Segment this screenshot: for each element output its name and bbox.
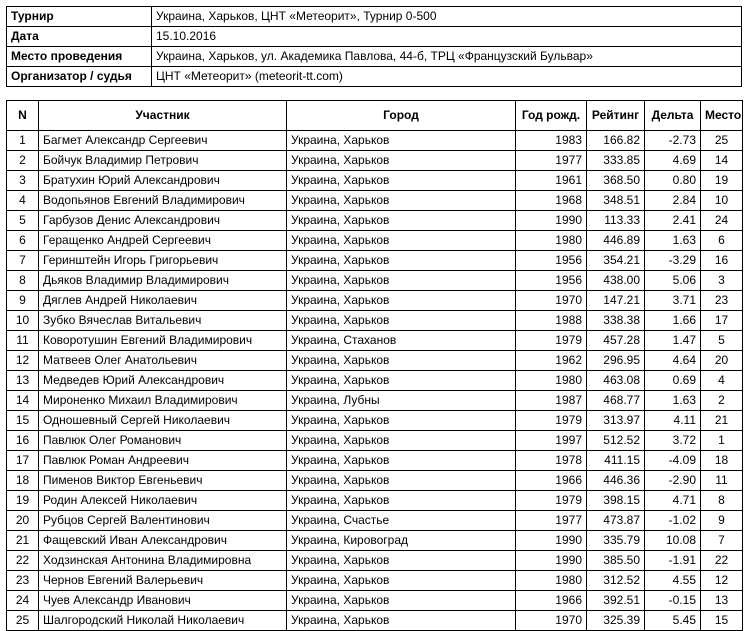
cell-year: 1990 bbox=[516, 551, 587, 571]
cell-rating: 392.51 bbox=[587, 591, 645, 611]
cell-participant: Братухин Юрий Александрович bbox=[39, 171, 287, 191]
table-row bbox=[7, 331, 743, 351]
tournament-value: Украина, Харьков, ЦНТ «Метеорит», Турнир 0-500 bbox=[152, 7, 742, 27]
cell-delta: 4.11 bbox=[645, 411, 701, 431]
cell-place: 3 bbox=[701, 271, 743, 291]
cell-city: Украина, Харьков bbox=[287, 211, 516, 231]
cell-year: 1977 bbox=[516, 511, 587, 531]
header-place: Место bbox=[701, 101, 743, 131]
cell-n: 18 bbox=[7, 471, 39, 491]
cell-participant: Ходзинская Антонина Владимировна bbox=[39, 551, 287, 571]
cell-n: 2 bbox=[7, 151, 39, 171]
cell-delta: 4.64 bbox=[645, 351, 701, 371]
cell-participant: Водопьянов Евгений Владимирович bbox=[39, 191, 287, 211]
cell-delta: 1.63 bbox=[645, 231, 701, 251]
table-row bbox=[7, 451, 743, 471]
cell-rating: 338.38 bbox=[587, 311, 645, 331]
cell-delta: -1.91 bbox=[645, 551, 701, 571]
cell-city: Украина, Стаханов bbox=[287, 331, 516, 351]
cell-rating: 325.39 bbox=[587, 611, 645, 631]
cell-participant: Пименов Виктор Евгеньевич bbox=[39, 471, 287, 491]
cell-city: Украина, Харьков bbox=[287, 491, 516, 511]
cell-city: Украина, Харьков bbox=[287, 271, 516, 291]
table-row bbox=[7, 491, 743, 511]
cell-n: 6 bbox=[7, 231, 39, 251]
cell-delta: 4.55 bbox=[645, 571, 701, 591]
table-row bbox=[7, 271, 743, 291]
cell-city: Украина, Харьков bbox=[287, 291, 516, 311]
cell-place: 6 bbox=[701, 231, 743, 251]
table-row bbox=[7, 591, 743, 611]
cell-n: 13 bbox=[7, 371, 39, 391]
cell-n: 19 bbox=[7, 491, 39, 511]
cell-n: 8 bbox=[7, 271, 39, 291]
cell-place: 23 bbox=[701, 291, 743, 311]
table-row bbox=[7, 571, 743, 591]
cell-city: Украина, Харьков bbox=[287, 231, 516, 251]
cell-participant: Медведев Юрий Александрович bbox=[39, 371, 287, 391]
cell-rating: 113.33 bbox=[587, 211, 645, 231]
cell-n: 15 bbox=[7, 411, 39, 431]
cell-participant: Геращенко Андрей Сергеевич bbox=[39, 231, 287, 251]
table-row bbox=[7, 551, 743, 571]
cell-n: 24 bbox=[7, 591, 39, 611]
cell-delta: -0.15 bbox=[645, 591, 701, 611]
cell-delta: 1.63 bbox=[645, 391, 701, 411]
cell-rating: 446.36 bbox=[587, 471, 645, 491]
cell-n: 4 bbox=[7, 191, 39, 211]
cell-city: Украина, Харьков bbox=[287, 451, 516, 471]
cell-rating: 411.15 bbox=[587, 451, 645, 471]
cell-n: 20 bbox=[7, 511, 39, 531]
cell-participant: Геринштейн Игорь Григорьевич bbox=[39, 251, 287, 271]
cell-place: 7 bbox=[701, 531, 743, 551]
table-row bbox=[7, 391, 743, 411]
cell-n: 21 bbox=[7, 531, 39, 551]
cell-delta: -3.29 bbox=[645, 251, 701, 271]
cell-participant: Бойчук Владимир Петрович bbox=[39, 151, 287, 171]
tournament-info-table bbox=[6, 6, 742, 87]
header-n: N bbox=[7, 101, 39, 131]
cell-participant: Зубко Вячеслав Витальевич bbox=[39, 311, 287, 331]
cell-participant: Багмет Александр Сергеевич bbox=[39, 131, 287, 151]
cell-n: 22 bbox=[7, 551, 39, 571]
cell-rating: 385.50 bbox=[587, 551, 645, 571]
tournament-label: Турнир bbox=[7, 7, 152, 27]
cell-n: 9 bbox=[7, 291, 39, 311]
table-row bbox=[7, 251, 743, 271]
cell-rating: 313.97 bbox=[587, 411, 645, 431]
cell-n: 23 bbox=[7, 571, 39, 591]
info-row-venue bbox=[7, 47, 742, 67]
header-year: Год рожд. bbox=[516, 101, 587, 131]
cell-place: 2 bbox=[701, 391, 743, 411]
cell-delta: -4.09 bbox=[645, 451, 701, 471]
cell-city: Украина, Харьков bbox=[287, 251, 516, 271]
cell-place: 4 bbox=[701, 371, 743, 391]
table-row bbox=[7, 131, 743, 151]
cell-delta: 1.47 bbox=[645, 331, 701, 351]
cell-delta: -2.73 bbox=[645, 131, 701, 151]
cell-year: 1979 bbox=[516, 491, 587, 511]
cell-delta: 5.06 bbox=[645, 271, 701, 291]
cell-year: 1956 bbox=[516, 271, 587, 291]
cell-delta: 4.69 bbox=[645, 151, 701, 171]
cell-n: 25 bbox=[7, 611, 39, 631]
results-header-row bbox=[7, 101, 743, 131]
cell-year: 1970 bbox=[516, 611, 587, 631]
cell-city: Украина, Харьков bbox=[287, 471, 516, 491]
cell-year: 1962 bbox=[516, 351, 587, 371]
cell-participant: Одношевный Сергей Николаевич bbox=[39, 411, 287, 431]
cell-year: 1990 bbox=[516, 211, 587, 231]
cell-year: 1979 bbox=[516, 411, 587, 431]
cell-rating: 296.95 bbox=[587, 351, 645, 371]
cell-city: Украина, Счастье bbox=[287, 511, 516, 531]
table-row bbox=[7, 471, 743, 491]
cell-participant: Чернов Евгений Валерьевич bbox=[39, 571, 287, 591]
cell-place: 22 bbox=[701, 551, 743, 571]
cell-year: 1987 bbox=[516, 391, 587, 411]
cell-delta: -2.90 bbox=[645, 471, 701, 491]
header-city: Город bbox=[287, 101, 516, 131]
cell-rating: 468.77 bbox=[587, 391, 645, 411]
table-row bbox=[7, 291, 743, 311]
cell-n: 3 bbox=[7, 171, 39, 191]
cell-year: 1997 bbox=[516, 431, 587, 451]
cell-rating: 473.87 bbox=[587, 511, 645, 531]
cell-delta: 4.71 bbox=[645, 491, 701, 511]
cell-place: 10 bbox=[701, 191, 743, 211]
cell-place: 13 bbox=[701, 591, 743, 611]
cell-city: Украина, Харьков bbox=[287, 151, 516, 171]
cell-year: 1968 bbox=[516, 191, 587, 211]
cell-rating: 463.08 bbox=[587, 371, 645, 391]
cell-delta: 5.45 bbox=[645, 611, 701, 631]
info-row-organizer bbox=[7, 67, 742, 87]
cell-participant: Павлюк Олег Романович bbox=[39, 431, 287, 451]
header-participant: Участник bbox=[39, 101, 287, 131]
cell-participant: Чуев Александр Иванович bbox=[39, 591, 287, 611]
table-row bbox=[7, 531, 743, 551]
cell-delta: 0.80 bbox=[645, 171, 701, 191]
cell-n: 17 bbox=[7, 451, 39, 471]
cell-place: 11 bbox=[701, 471, 743, 491]
cell-place: 8 bbox=[701, 491, 743, 511]
cell-rating: 446.89 bbox=[587, 231, 645, 251]
cell-rating: 368.50 bbox=[587, 171, 645, 191]
cell-delta: 3.71 bbox=[645, 291, 701, 311]
cell-participant: Павлюк Роман Андреевич bbox=[39, 451, 287, 471]
cell-place: 14 bbox=[701, 151, 743, 171]
cell-city: Украина, Харьков bbox=[287, 371, 516, 391]
cell-year: 1980 bbox=[516, 231, 587, 251]
cell-year: 1966 bbox=[516, 471, 587, 491]
header-delta: Дельта bbox=[645, 101, 701, 131]
cell-n: 16 bbox=[7, 431, 39, 451]
cell-participant: Родин Алексей Николаевич bbox=[39, 491, 287, 511]
cell-rating: 147.21 bbox=[587, 291, 645, 311]
cell-city: Украина, Харьков bbox=[287, 411, 516, 431]
cell-place: 19 bbox=[701, 171, 743, 191]
cell-year: 1980 bbox=[516, 571, 587, 591]
cell-place: 12 bbox=[701, 571, 743, 591]
cell-year: 1966 bbox=[516, 591, 587, 611]
date-value: 15.10.2016 bbox=[152, 27, 742, 47]
table-row bbox=[7, 411, 743, 431]
info-row-date bbox=[7, 27, 742, 47]
table-row bbox=[7, 371, 743, 391]
date-label: Дата bbox=[7, 27, 152, 47]
table-row bbox=[7, 311, 743, 331]
cell-n: 12 bbox=[7, 351, 39, 371]
cell-participant: Коворотушин Евгений Владимирович bbox=[39, 331, 287, 351]
cell-participant: Матвеев Олег Анатольевич bbox=[39, 351, 287, 371]
table-row bbox=[7, 351, 743, 371]
table-row bbox=[7, 611, 743, 631]
organizer-label: Организатор / судья bbox=[7, 67, 152, 87]
cell-rating: 398.15 bbox=[587, 491, 645, 511]
cell-place: 16 bbox=[701, 251, 743, 271]
cell-participant: Гарбузов Денис Александрович bbox=[39, 211, 287, 231]
cell-rating: 457.28 bbox=[587, 331, 645, 351]
cell-year: 1977 bbox=[516, 151, 587, 171]
cell-place: 15 bbox=[701, 611, 743, 631]
cell-delta: 0.69 bbox=[645, 371, 701, 391]
cell-city: Украина, Харьков bbox=[287, 191, 516, 211]
cell-city: Украина, Харьков bbox=[287, 311, 516, 331]
cell-city: Украина, Харьков bbox=[287, 591, 516, 611]
cell-n: 10 bbox=[7, 311, 39, 331]
cell-place: 24 bbox=[701, 211, 743, 231]
cell-participant: Дьяков Владимир Владимирович bbox=[39, 271, 287, 291]
table-row bbox=[7, 211, 743, 231]
cell-rating: 335.79 bbox=[587, 531, 645, 551]
cell-year: 1956 bbox=[516, 251, 587, 271]
cell-participant: Мироненко Михаил Владимирович bbox=[39, 391, 287, 411]
cell-year: 1978 bbox=[516, 451, 587, 471]
table-row bbox=[7, 151, 743, 171]
cell-city: Украина, Харьков bbox=[287, 431, 516, 451]
cell-delta: 10.08 bbox=[645, 531, 701, 551]
cell-rating: 333.85 bbox=[587, 151, 645, 171]
table-row bbox=[7, 511, 743, 531]
cell-rating: 354.21 bbox=[587, 251, 645, 271]
header-rating: Рейтинг bbox=[587, 101, 645, 131]
cell-rating: 348.51 bbox=[587, 191, 645, 211]
cell-city: Украина, Харьков bbox=[287, 351, 516, 371]
results-body bbox=[7, 131, 743, 631]
cell-delta: 3.72 bbox=[645, 431, 701, 451]
table-row bbox=[7, 191, 743, 211]
venue-value: Украина, Харьков, ул. Академика Павлова, 44-б, ТРЦ «Французский Бульвар» bbox=[152, 47, 742, 67]
cell-place: 18 bbox=[701, 451, 743, 471]
cell-year: 1979 bbox=[516, 331, 587, 351]
cell-rating: 438.00 bbox=[587, 271, 645, 291]
cell-delta: 1.66 bbox=[645, 311, 701, 331]
cell-city: Украина, Лубны bbox=[287, 391, 516, 411]
cell-place: 21 bbox=[701, 411, 743, 431]
cell-n: 1 bbox=[7, 131, 39, 151]
cell-delta: -1.02 bbox=[645, 511, 701, 531]
cell-participant: Рубцов Сергей Валентинович bbox=[39, 511, 287, 531]
results-table bbox=[6, 100, 743, 631]
cell-city: Украина, Кировоград bbox=[287, 531, 516, 551]
cell-year: 1980 bbox=[516, 371, 587, 391]
cell-city: Украина, Харьков bbox=[287, 611, 516, 631]
cell-n: 5 bbox=[7, 211, 39, 231]
cell-year: 1970 bbox=[516, 291, 587, 311]
cell-year: 1983 bbox=[516, 131, 587, 151]
cell-city: Украина, Харьков bbox=[287, 571, 516, 591]
table-row bbox=[7, 171, 743, 191]
cell-place: 1 bbox=[701, 431, 743, 451]
cell-city: Украина, Харьков bbox=[287, 131, 516, 151]
table-row bbox=[7, 231, 743, 251]
cell-n: 14 bbox=[7, 391, 39, 411]
info-row-tournament bbox=[7, 7, 742, 27]
cell-participant: Дяглев Андрей Николаевич bbox=[39, 291, 287, 311]
cell-place: 9 bbox=[701, 511, 743, 531]
cell-place: 20 bbox=[701, 351, 743, 371]
table-row bbox=[7, 431, 743, 451]
cell-city: Украина, Харьков bbox=[287, 551, 516, 571]
cell-place: 17 bbox=[701, 311, 743, 331]
cell-rating: 512.52 bbox=[587, 431, 645, 451]
cell-n: 11 bbox=[7, 331, 39, 351]
cell-participant: Фащевский Иван Александрович bbox=[39, 531, 287, 551]
cell-place: 25 bbox=[701, 131, 743, 151]
cell-participant: Шалгородский Николай Николаевич bbox=[39, 611, 287, 631]
cell-year: 1990 bbox=[516, 531, 587, 551]
cell-city: Украина, Харьков bbox=[287, 171, 516, 191]
cell-n: 7 bbox=[7, 251, 39, 271]
cell-place: 5 bbox=[701, 331, 743, 351]
venue-label: Место проведения bbox=[7, 47, 152, 67]
cell-year: 1961 bbox=[516, 171, 587, 191]
cell-year: 1988 bbox=[516, 311, 587, 331]
cell-rating: 312.52 bbox=[587, 571, 645, 591]
organizer-value: ЦНТ «Метеорит» (meteorit-tt.com) bbox=[152, 67, 742, 87]
cell-delta: 2.41 bbox=[645, 211, 701, 231]
cell-delta: 2.84 bbox=[645, 191, 701, 211]
cell-rating: 166.82 bbox=[587, 131, 645, 151]
